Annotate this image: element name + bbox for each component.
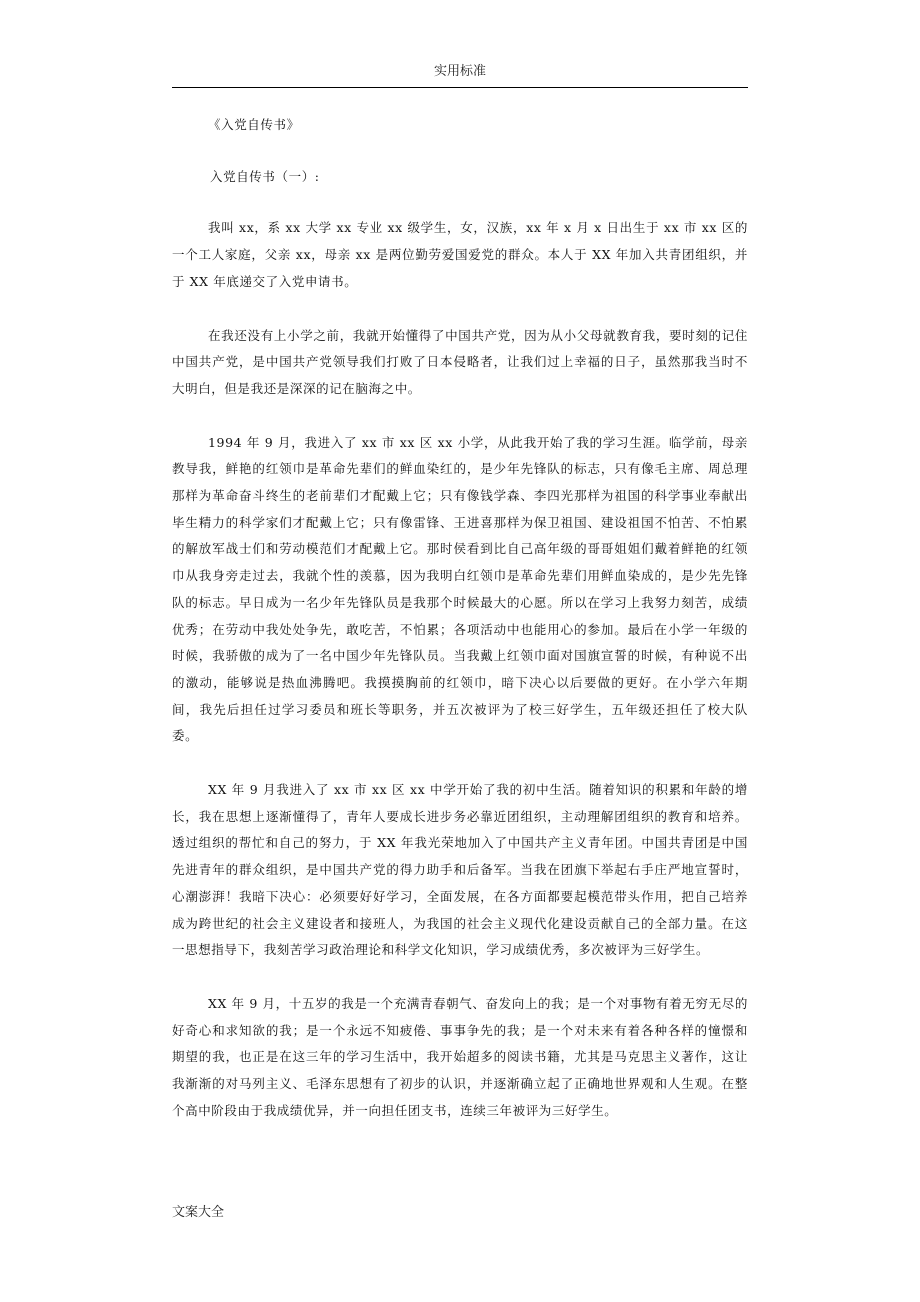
paragraph-childhood: 在我还没有上小学之前，我就开始懂得了中国共产党，因为从小父母就教育我，要时刻的记住中国共产党，是中国共产党领导我们打败了日本侵略者，让我们过上幸福的日子，虽然那我当时不大明白，但是我还是深深的记在脑海之中。: [172, 327, 748, 396]
page-footer: 文案大全: [172, 1205, 225, 1220]
header-divider: [172, 87, 748, 88]
paragraph-high-school: XX 年 9 月，十五岁的我是一个充满青春朝气、奋发向上的我；是一个对事物有着无穷无尽的好奇心和求知欲的我；是一个永远不知疲倦、事事争先的我；是一个对未来有着各种各样的憧憬和期望的我，也正是在这三年的学习生活中，我开始超多的阅读书籍，尤其是马克思主义著作，这让我渐渐的对马列主义、毛泽东思想有了初步的认识，并逐渐确立起了正确地世界观和人生观。在整个高中阶段由于我成绩优异，并一向担任团支书，连续三年被评为三好学生。: [172, 995, 748, 1118]
paragraph-primary-school: 1994 年 9 月，我进入了 xx 市 xx 区 xx 小学，从此我开始了我的学习生涯。临学前，母亲教导我，鲜艳的红领巾是革命先辈们的鲜血染红的，是少年先锋队的标志，只有像毛主席、周总理那样为革命奋斗终生的老前辈们才配戴上它；只有像钱学森、李四光那样为祖国的科学事业奉献出毕生精力的科学家们才配戴上它；只有像雷锋、王进喜那样为保卫祖国、建设祖国不怕苦、不怕累的解放军战士们和劳动模范们才配戴上它。那时侯看到比自己高年级的哥哥姐姐们戴着鲜艳的红领巾从我身旁走过去，我就个性的羡慕，因为我明白红领巾是革命先辈们用鲜血染成的，是少先先锋队的标志。早日成为一名少年先锋队员是我那个时候最大的心愿。所以在学习上我努力刻苦，成绩优秀；在劳动中我处处争先，敢吃苦，不怕累；各项活动中也能用心的参加。最后在小学一年级的时候，我骄傲的成为了一名中国少年先锋队员。当我戴上红领巾面对国旗宣誓的时候，有种说不出的激动，能够说是热血沸腾吧。我摸摸胸前的红领巾，暗下决心以后要做的更好。在小学六年期间，我先后担任过学习委员和班长等职务，并五次被评为了校三好学生，五年级还担任了校大队委。: [172, 434, 748, 744]
section-heading: 入党自传书（一）:: [210, 168, 320, 184]
paragraph-personal-info: 我叫 xx，系 xx 大学 xx 专业 xx 级学生，女，汉族，xx 年 x 月 x 日出生于 xx 市 xx 区的一个工人家庭，父亲 xx，母亲 xx 是两位勤劳爱国爱党的群众。本人于 XX 年加入共青团组织，并于 XX 年底递交了入党申请书。: [172, 220, 748, 289]
document-title: 《入党自传书》: [208, 117, 300, 132]
page-header: 实用标准: [433, 64, 486, 79]
document-body: [172, 112, 748, 1125]
paragraph-middle-school: XX 年 9 月我进入了 xx 市 xx 区 xx 中学开始了我的初中生活。随着知识的积累和年龄的增长，我在思想上逐渐懂得了，青年人要成长进步务必靠近团组织，主动理解团组织的教育和培养。透过组织的帮忙和自己的努力，于 XX 年我光荣地加入了中国共产主义青年团。中国共青团是中国先进青年的群众组织，是中国共产党的得力助手和后备军。当我在团旗下举起右手庄严地宣誓时，心潮澎湃！我暗下决心：必须要好好学习，全面发展，在各方面都要起模范带头作用，把自己培养成为跨世纪的社会主义建设者和接班人，为我国的社会主义现代化建设贡献自己的全部力量。在这一思想指导下，我刻苦学习政治理论和科学文化知识，学习成绩优秀，多次被评为三好学生。: [172, 782, 748, 958]
